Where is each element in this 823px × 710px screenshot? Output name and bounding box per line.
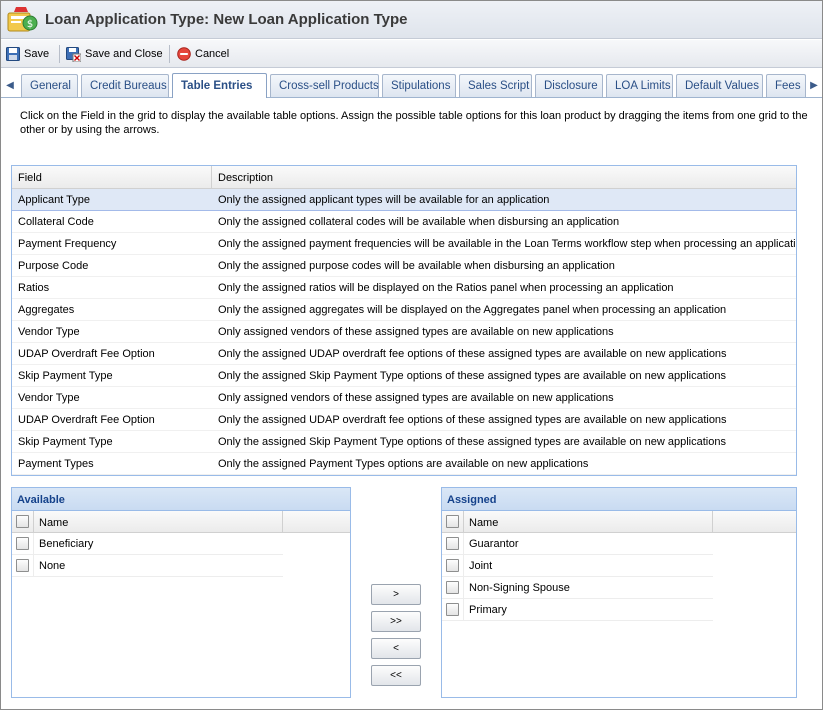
tab-label: Sales Script xyxy=(468,80,530,92)
available-list xyxy=(12,533,350,577)
assigned-panel xyxy=(441,487,797,698)
checkbox-cell xyxy=(12,555,34,577)
field-cell: Ratios xyxy=(18,281,50,294)
assigned-panel-title: Assigned xyxy=(442,488,796,511)
move-all-right-button[interactable]: >> xyxy=(371,611,421,632)
item-checkbox[interactable] xyxy=(16,559,29,572)
field-cell: Payment Frequency xyxy=(18,237,117,250)
tab-strip xyxy=(1,72,822,98)
available-select-all-checkbox[interactable] xyxy=(16,515,29,528)
assigned-select-all-checkbox[interactable] xyxy=(446,515,459,528)
table-row[interactable] xyxy=(12,255,796,277)
move-all-left-button[interactable]: << xyxy=(371,665,421,686)
description-cell: Only assigned vendors of these assigned types are available on new applications xyxy=(218,391,614,404)
cancel-button[interactable] xyxy=(177,45,229,63)
checkbox-cell xyxy=(442,599,464,621)
item-checkbox[interactable] xyxy=(446,559,459,572)
list-item[interactable] xyxy=(442,555,713,577)
grid-header xyxy=(12,166,796,189)
application-icon xyxy=(6,5,38,35)
description-cell: Only the assigned payment frequencies will be available in the Loan Terms workflow step when processing an applicati xyxy=(218,237,796,250)
available-column-name[interactable]: Name xyxy=(34,511,283,533)
tab-label: Cross-sell Products xyxy=(279,80,379,92)
field-cell: Applicant Type xyxy=(18,193,90,206)
tab-disclosure[interactable] xyxy=(535,74,603,97)
tab-stipulations[interactable] xyxy=(382,74,456,97)
tab-general[interactable] xyxy=(21,74,78,97)
tab-label: Fees xyxy=(775,80,801,92)
description-cell: Only the assigned aggregates will be displayed on the Aggregates panel when processing an application xyxy=(218,303,727,316)
toolbar-separator xyxy=(169,45,170,63)
table-row[interactable] xyxy=(12,189,796,211)
item-checkbox[interactable] xyxy=(446,603,459,616)
table-row[interactable] xyxy=(12,387,796,409)
table-row[interactable] xyxy=(12,321,796,343)
field-grid xyxy=(11,165,797,476)
tab-scroll-left-icon[interactable]: ◀ xyxy=(6,79,14,91)
list-item[interactable] xyxy=(442,599,713,621)
description-cell: Only the assigned Skip Payment Type options of these assigned types are available on new applications xyxy=(218,369,726,382)
select-all-cell xyxy=(442,511,464,533)
list-item[interactable] xyxy=(442,533,713,555)
table-row[interactable] xyxy=(12,277,796,299)
table-row[interactable] xyxy=(12,299,796,321)
description-cell: Only the assigned ratios will be displayed on the Ratios panel when processing an application xyxy=(218,281,674,294)
tab-label: Stipulations xyxy=(391,80,451,92)
tab-table-entries[interactable] xyxy=(172,73,267,98)
toolbar-separator xyxy=(59,45,60,63)
item-name: Beneficiary xyxy=(39,538,94,550)
description-cell: Only the assigned purpose codes will be available when disbursing an application xyxy=(218,259,615,272)
checkbox-cell xyxy=(442,555,464,577)
grid-body xyxy=(12,189,796,475)
field-cell: Payment Types xyxy=(18,457,94,470)
instructions-text: Click on the Field in the grid to display the available table options. Assign the possible table options for this loan product by dragging the items from one grid to the other or by using the arrows. xyxy=(20,110,808,136)
column-header-field[interactable]: Field xyxy=(12,166,212,188)
table-row[interactable] xyxy=(12,365,796,387)
save-icon xyxy=(6,47,20,61)
item-checkbox[interactable] xyxy=(16,537,29,550)
description-cell: Only the assigned Payment Types options are available on new applications xyxy=(218,457,589,470)
description-cell: Only assigned vendors of these assigned types are available on new applications xyxy=(218,325,614,338)
table-row[interactable] xyxy=(12,233,796,255)
tab-label: LOA Limits xyxy=(615,80,671,92)
tab-label: Credit Bureaus xyxy=(90,80,167,92)
available-grid-header xyxy=(12,511,350,533)
field-cell: Aggregates xyxy=(18,303,75,316)
description-cell: Only the assigned UDAP overdraft fee options of these assigned types are available on new applications xyxy=(218,413,727,426)
column-header-description[interactable]: Description xyxy=(218,172,274,184)
tab-label: Disclosure xyxy=(544,80,598,92)
tab-label: Default Values xyxy=(685,80,759,92)
item-name: Primary xyxy=(469,604,507,616)
item-name: Joint xyxy=(469,560,493,572)
assigned-grid-header xyxy=(442,511,796,533)
checkbox-cell xyxy=(442,533,464,555)
page-title: Loan Application Type: New Loan Application Type xyxy=(45,11,408,28)
table-row[interactable] xyxy=(12,453,796,475)
tab-credit-bureaus[interactable] xyxy=(81,74,169,97)
tab-loa-limits[interactable] xyxy=(606,74,673,97)
save-and-close-label: Save and Close xyxy=(85,48,163,60)
tab-label: General xyxy=(30,80,71,92)
field-cell: Vendor Type xyxy=(18,325,80,338)
item-name: Non-Signing Spouse xyxy=(469,582,570,594)
available-panel-title: Available xyxy=(12,488,350,511)
tab-scroll-right-icon[interactable]: ▶ xyxy=(810,79,818,91)
svg-text:$: $ xyxy=(26,19,34,30)
item-checkbox[interactable] xyxy=(446,537,459,550)
description-cell: Only the assigned UDAP overdraft fee options of these assigned types are available on new applications xyxy=(218,347,727,360)
save-close-icon xyxy=(66,47,81,62)
table-row[interactable] xyxy=(12,343,796,365)
move-right-button[interactable]: > xyxy=(371,584,421,605)
field-cell: Purpose Code xyxy=(18,259,89,272)
table-row[interactable] xyxy=(12,211,796,233)
tab-sales-script[interactable] xyxy=(459,74,532,97)
checkbox-cell xyxy=(442,577,464,599)
list-item[interactable] xyxy=(12,533,283,555)
save-label: Save xyxy=(24,48,50,60)
field-cell: Skip Payment Type xyxy=(18,369,113,382)
table-row[interactable] xyxy=(12,431,796,453)
field-cell: Vendor Type xyxy=(18,391,80,404)
item-checkbox[interactable] xyxy=(446,581,459,594)
available-panel xyxy=(11,487,351,698)
cancel-label: Cancel xyxy=(195,48,230,60)
tab-default-values[interactable] xyxy=(676,74,763,97)
field-cell: Skip Payment Type xyxy=(18,435,113,448)
title-bar xyxy=(1,1,822,39)
list-item[interactable] xyxy=(12,555,283,577)
assigned-column-name[interactable]: Name xyxy=(464,511,713,533)
toolbar xyxy=(1,40,822,68)
cancel-icon xyxy=(177,47,191,61)
description-cell: Only the assigned collateral codes will be available when disbursing an application xyxy=(218,215,620,228)
checkbox-cell xyxy=(12,533,34,555)
field-cell: UDAP Overdraft Fee Option xyxy=(18,347,155,360)
tab-label: Table Entries xyxy=(181,80,253,92)
description-cell: Only the assigned Skip Payment Type options of these assigned types are available on new applications xyxy=(218,435,726,448)
tab-cross-sell-products[interactable] xyxy=(270,74,379,97)
item-name: None xyxy=(39,560,66,572)
select-all-cell xyxy=(12,511,34,533)
save-and-close-button[interactable] xyxy=(66,45,163,63)
field-cell: Collateral Code xyxy=(18,215,94,228)
item-name: Guarantor xyxy=(469,538,519,550)
tab-fees[interactable] xyxy=(766,74,806,97)
assigned-list xyxy=(442,533,796,621)
move-left-button[interactable]: < xyxy=(371,638,421,659)
field-cell: UDAP Overdraft Fee Option xyxy=(18,413,155,426)
list-item[interactable] xyxy=(442,577,713,599)
table-row[interactable] xyxy=(12,409,796,431)
save-button[interactable] xyxy=(6,45,49,63)
description-cell: Only the assigned applicant types will be available for an application xyxy=(218,193,550,206)
